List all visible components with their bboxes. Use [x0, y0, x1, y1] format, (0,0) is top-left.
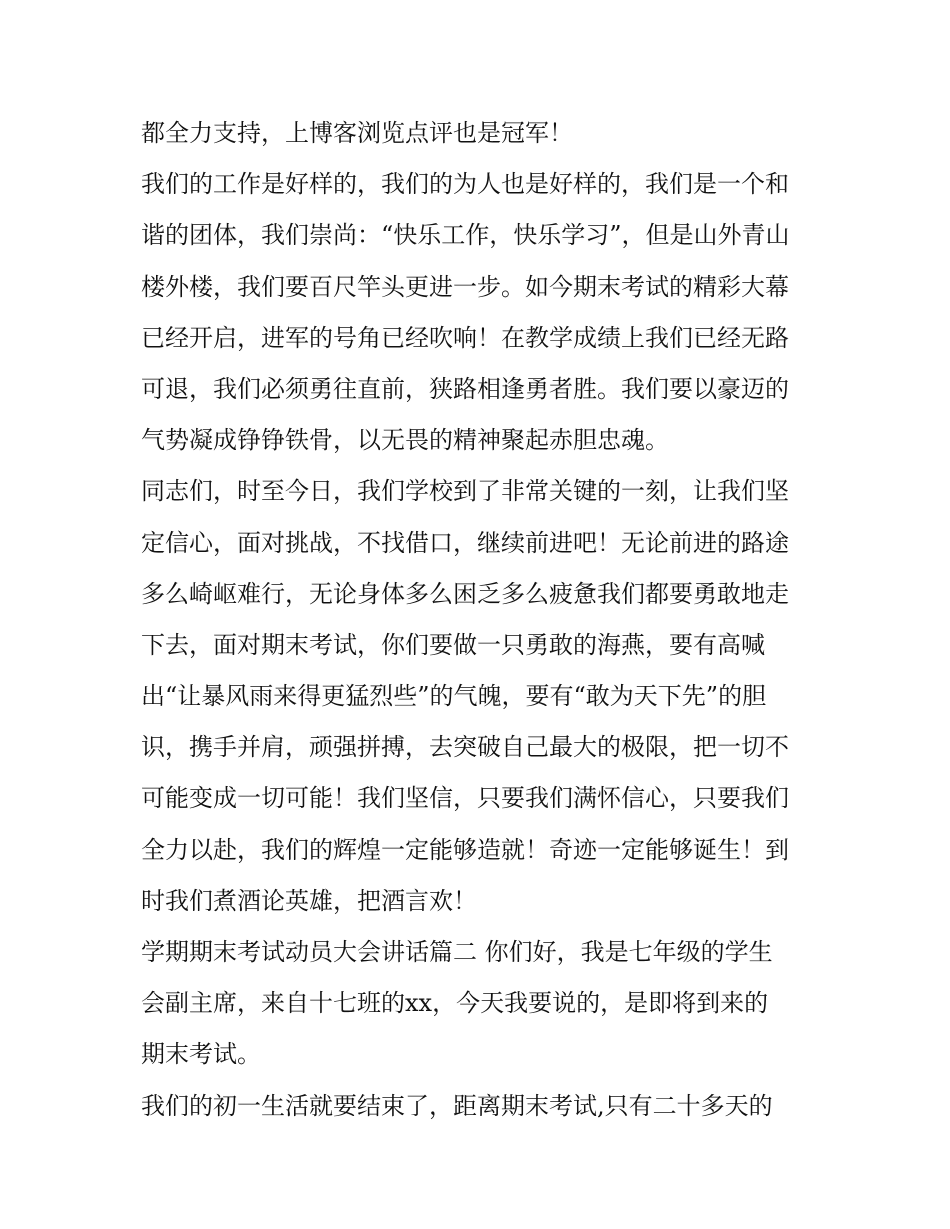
text-line: 都全力支持，上博客浏览点评也是冠军！: [141, 119, 573, 147]
text-line: 识，携手并肩，顽强拼搏，去突破自己最大的极限，把一切不: [141, 733, 789, 762]
text-line: 期末考试。: [141, 1040, 261, 1069]
text-line: 定信心，面对挑战，不找借口，继续前进吧！无论前进的路途: [141, 528, 789, 557]
body-text: [141, 108, 821, 1132]
text-line: 我们的初一生活就要结束了，距离期末考试,只有二十多天的: [141, 1091, 773, 1120]
text-line: 已经开启，进军的号角已经吹响！在教学成绩上我们已经无路: [141, 323, 789, 352]
text-line: 下去，面对期末考试，你们要做一只勇敢的海燕，要有高喊: [141, 630, 765, 659]
text-line: 学期期末考试动员大会讲话篇二 你们好，我是七年级的学生: [141, 938, 773, 966]
text-line: 出“让暴风雨来得更猛烈些”的气魄，要有“敢为天下先”的胆: [141, 682, 767, 711]
text-line: 可能变成一切可能！我们坚信，只要我们满怀信心，只要我们: [141, 784, 789, 813]
text-line: 全力以赴，我们的辉煌一定能够造就！奇迹一定能够诞生！到: [141, 835, 789, 864]
text-line: 楼外楼，我们要百尺竿头更进一步。如今期末考试的精彩大幕: [141, 272, 789, 301]
text-line: 时我们煮酒论英雄，把酒言欢！: [141, 886, 477, 915]
text-line: 我们的工作是好样的，我们的为人也是好样的，我们是一个和: [141, 170, 789, 199]
text-line: 同志们，时至今日，我们学校到了非常关键的一刻，让我们坚: [141, 477, 789, 506]
text-line: 气势凝成铮铮铁骨，以无畏的精神聚起赤胆忠魂。: [141, 426, 669, 455]
text-line: 会副主席，来自十七班的xx，今天我要说的，是即将到来的: [141, 989, 769, 1018]
text-line: 可退，我们必须勇往直前，狭路相逢勇者胜。我们要以豪迈的: [141, 374, 789, 403]
text-line: 谐的团体，我们崇尚：“快乐工作，快乐学习”，但是山外青山: [141, 221, 790, 250]
text-line: 多么崎岖难行，无论身体多么困乏多么疲惫我们都要勇敢地走: [141, 579, 789, 608]
